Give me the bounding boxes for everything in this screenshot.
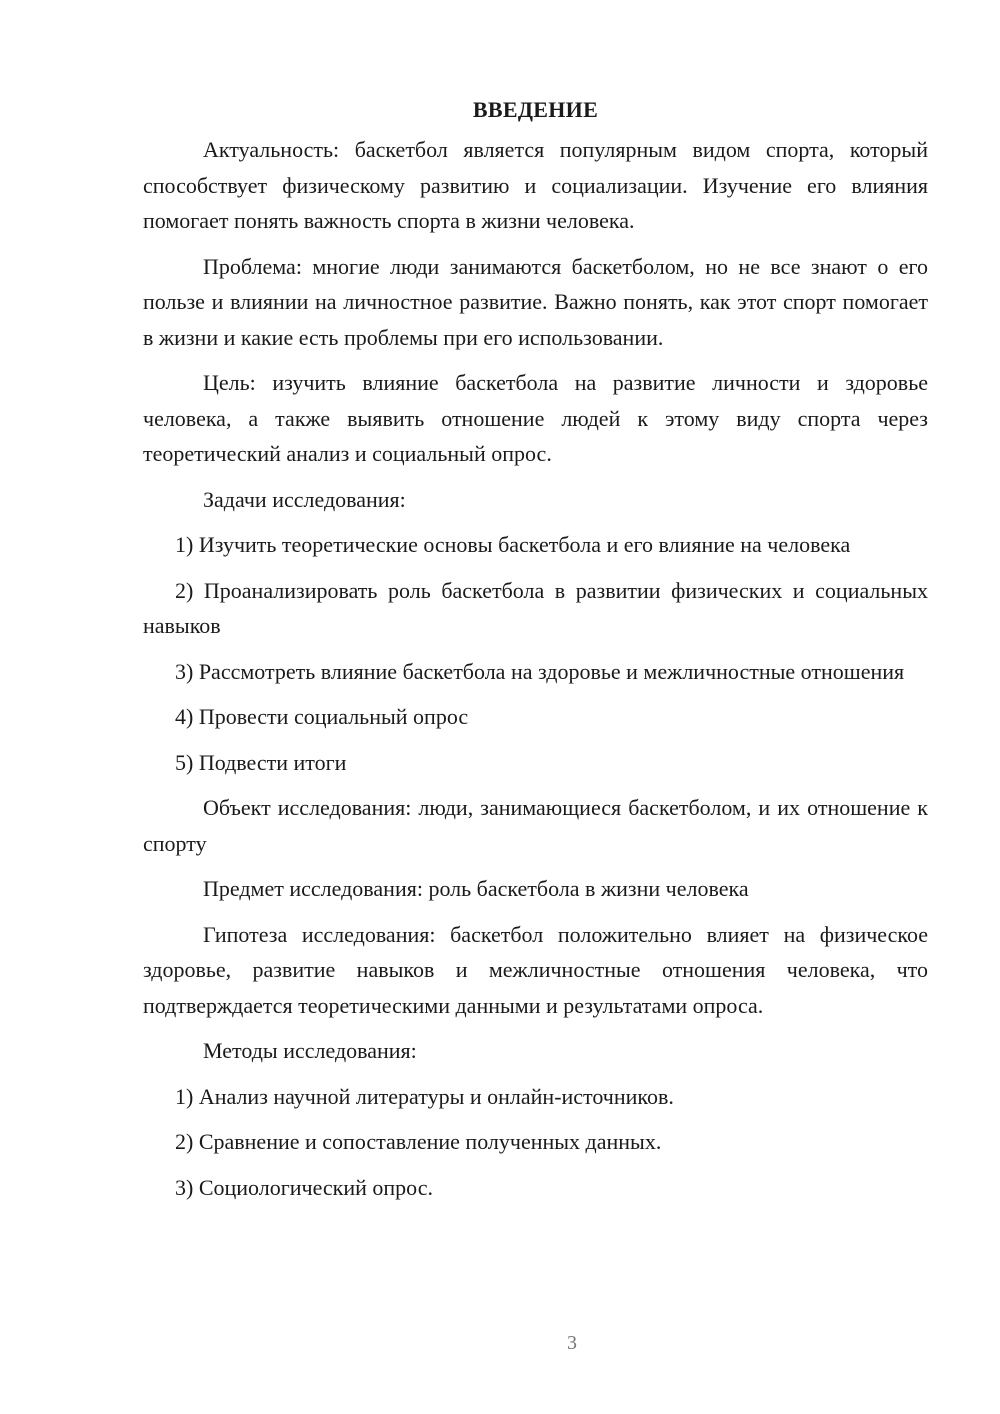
methods-heading: Методы исследования: [203,1038,417,1063]
task-item: 4) Провести социальный опрос [175,704,469,729]
tasks-heading: Задачи исследования: [203,486,406,512]
document-page [143,92,928,1215]
goal-paragraph: Цель: изучить влияние баскетбола на развитие личности и здоровье человека, а также выявить отношение людей к этому виду спорта через теоретический анализ и социальный опрос. [143,370,928,466]
task-item: 5) Подвести итоги [175,749,347,775]
section-title: ВВЕДЕНИЕ [472,97,599,122]
subject-paragraph: Предмет исследования: роль баскетбола в жизни человека [203,876,749,901]
task-item: 2) Проанализировать роль баскетбола в развитии физических и социальных навыков [143,577,928,638]
task-item: 3) Рассмотреть влияние баскетбола на здоровье и межличностные отношения [175,658,905,684]
method-item: 2) Сравнение и сопоставление полученных данных. [175,1129,662,1154]
page-number: 3 [567,1332,577,1354]
method-item: 1) Анализ научной литературы и онлайн-источников. [175,1083,674,1109]
object-paragraph: Объект исследования: люди, занимающиеся баскетболом, и их отношение к спорту [143,795,928,856]
problem-paragraph: Проблема: многие люди занимаются баскетболом, но не все знают о его пользе и влиянии на личностное развитие. Важно понять, как этот спорт помогает в жизни и какие есть проблемы при его использовании. [143,253,928,350]
method-item: 3) Социологический опрос. [175,1174,433,1200]
relevance-paragraph: Актуальность: баскетбол является популярным видом спорта, который способствует физическому развитию и социализации. Изучение его влияния помогает понять важность спорта в жизни человека. [143,137,928,233]
hypothesis-paragraph: Гипотеза исследования: баскетбол положительно влияет на физическое здоровье, развитие навыков и межличностные отношения человека, что подтверждается теоретическими данными и результатами опроса. [143,921,928,1018]
task-item: 1) Изучить теоретические основы баскетбола и его влияние на человека [175,532,851,557]
